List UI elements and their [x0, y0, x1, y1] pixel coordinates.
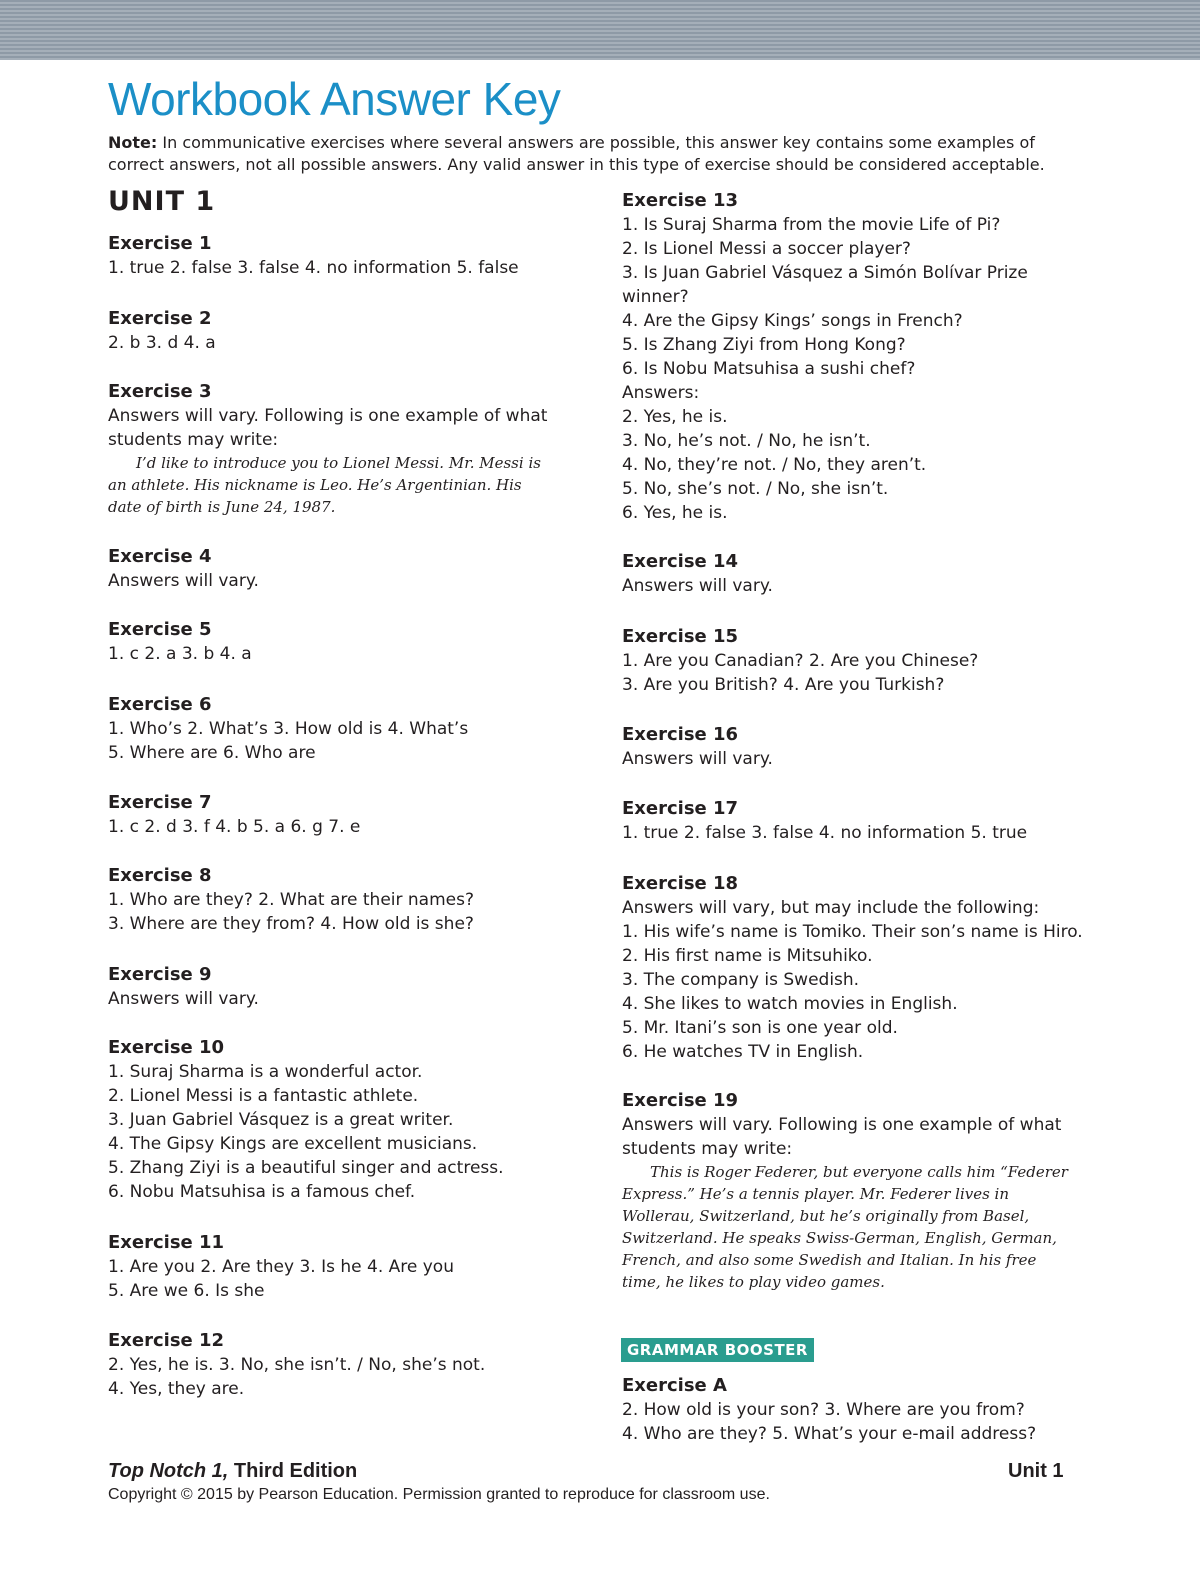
exercise-line: 4. Who are they? 5. What’s your e-mail address?: [622, 1424, 1037, 1444]
exercise-line: 1. c 2. a 3. b 4. a: [108, 644, 252, 664]
exercise-block: [108, 618, 252, 666]
exercise-line: Answers will vary.: [108, 571, 259, 591]
exercise-line: Answers will vary.: [622, 576, 773, 596]
exercise-line: 1. Suraj Sharma is a wonderful actor.: [108, 1062, 423, 1082]
exercise-line: 2. Yes, he is. 3. No, she isn’t. / No, she’s not.: [108, 1355, 486, 1375]
exercise-line: Answers will vary.: [108, 989, 259, 1009]
footer-edition: Third Edition: [228, 1460, 358, 1482]
exercise-line: 5. No, she’s not. / No, she isn’t.: [622, 479, 889, 499]
exercise-line: 5. Are we 6. Is she: [108, 1281, 265, 1301]
exercise-line: 3. The company is Swedish.: [622, 970, 860, 990]
exercise-title: Exercise A: [622, 1375, 727, 1396]
exercise-line: Answers will vary. Following is one example of what: [108, 406, 548, 426]
exercise-block: [108, 963, 259, 1011]
exercise-line: Answers will vary. Following is one example of what: [622, 1115, 1062, 1135]
exercise-line: 1. Who’s 2. What’s 3. How old is 4. What’s: [108, 719, 469, 739]
exercise-line: 1. c 2. d 3. f 4. b 5. a 6. g 7. e: [108, 817, 361, 837]
exercise-line: 2. b 3. d 4. a: [108, 333, 216, 353]
exercise-line: Answers will vary.: [622, 749, 773, 769]
exercise-line: 4. The Gipsy Kings are excellent musicians.: [108, 1134, 478, 1154]
handwritten-sample-line: This is Roger Federer, but everyone calls him “Federer: [650, 1163, 1068, 1181]
exercise-title: Exercise 4: [108, 546, 212, 567]
exercise-line: 1. true 2. false 3. false 4. no information 5. false: [108, 258, 519, 278]
exercise-line: 5. Mr. Itani’s son is one year old.: [622, 1018, 898, 1038]
grammar-booster-badge: GRAMMAR BOOSTER: [621, 1338, 814, 1362]
exercise-title: Exercise 6: [108, 694, 212, 715]
exercise-line: 5. Where are 6. Who are: [108, 743, 316, 763]
note-label: Note:: [108, 133, 158, 152]
exercise-title: Exercise 18: [622, 873, 739, 894]
exercise-title: Exercise 17: [622, 798, 739, 819]
exercise-title: Exercise 12: [108, 1330, 225, 1351]
exercise-line: Answers:: [622, 383, 700, 403]
exercise-block: [108, 232, 519, 280]
exercise-title: Exercise 19: [622, 1090, 739, 1111]
exercise-block: [108, 1036, 504, 1204]
exercise-line: 6. Is Nobu Matsuhisa a sushi chef?: [622, 359, 916, 379]
handwritten-sample-line: French, and also some Swedish and Italian. In his free: [622, 1251, 1037, 1269]
handwritten-sample-line: Wollerau, Switzerland, but he’s originally from Basel,: [622, 1207, 1030, 1225]
footer-book-name: Top Notch 1,: [108, 1460, 229, 1482]
exercise-title: Exercise 10: [108, 1037, 225, 1058]
exercise-title: Exercise 3: [108, 381, 212, 402]
exercise-line: 6. Nobu Matsuhisa is a famous chef.: [108, 1182, 416, 1202]
exercise-block: [108, 545, 259, 593]
footer-unit: Unit 1: [1008, 1460, 1064, 1482]
exercise-title: Exercise 16: [622, 724, 739, 745]
exercise-line: students may write:: [622, 1139, 793, 1159]
exercise-line: winner?: [622, 287, 689, 307]
handwritten-sample-line: Express.” He’s a tennis player. Mr. Federer lives in: [622, 1185, 1010, 1203]
exercise-line: 1. Is Suraj Sharma from the movie Life of Pi?: [622, 215, 1001, 235]
exercise-title: Exercise 14: [622, 551, 739, 572]
exercise-title: Exercise 1: [108, 233, 212, 254]
exercise-line: 3. Are you British? 4. Are you Turkish?: [622, 675, 945, 695]
exercise-title: Exercise 8: [108, 865, 212, 886]
handwritten-sample-line: Switzerland. He speaks Swiss-German, English, German,: [622, 1229, 1057, 1247]
exercise-block: [622, 189, 1028, 525]
exercise-line: 1. true 2. false 3. false 4. no information 5. true: [622, 823, 1028, 843]
exercise-block: [622, 550, 773, 598]
exercise-title: Exercise 9: [108, 964, 212, 985]
exercise-line: 5. Zhang Ziyi is a beautiful singer and actress.: [108, 1158, 504, 1178]
exercise-line: 3. Where are they from? 4. How old is she?: [108, 914, 474, 934]
exercise-title: Exercise 13: [622, 190, 739, 211]
exercise-line: Answers will vary, but may include the following:: [622, 898, 1040, 918]
exercise-line: 4. No, they’re not. / No, they aren’t.: [622, 455, 927, 475]
exercise-line: 1. His wife’s name is Tomiko. Their son’s name is Hiro.: [622, 922, 1083, 942]
handwritten-sample-line: I’d like to introduce you to Lionel Messi. Mr. Messi is: [136, 454, 541, 472]
exercise-block: [108, 380, 547, 518]
exercise-title: Exercise 7: [108, 792, 212, 813]
unit-heading: UNIT 1: [108, 186, 216, 217]
exercise-line: 2. How old is your son? 3. Where are you from?: [622, 1400, 1025, 1420]
exercise-line: 6. He watches TV in English.: [622, 1042, 864, 1062]
page-title: Workbook Answer Key: [108, 73, 561, 125]
exercise-line: students may write:: [108, 430, 279, 450]
exercise-block: [108, 307, 216, 355]
exercise-line: 1. Are you 2. Are they 3. Is he 4. Are you: [108, 1257, 454, 1277]
exercise-line: 3. Juan Gabriel Vásquez is a great writer.: [108, 1110, 454, 1130]
exercise-block: [622, 797, 1027, 845]
grammar-booster-exercise: [622, 1374, 1036, 1446]
exercise-title: Exercise 15: [622, 626, 739, 647]
exercise-block: [108, 791, 360, 839]
exercise-block: [622, 1089, 1068, 1293]
exercise-line: 2. Lionel Messi is a fantastic athlete.: [108, 1086, 419, 1106]
note-paragraph: [108, 132, 1068, 176]
exercise-line: 2. Is Lionel Messi a soccer player?: [622, 239, 911, 259]
exercise-block: [622, 625, 978, 697]
exercise-line: 2. Yes, he is.: [622, 407, 728, 427]
exercise-title: Exercise 11: [108, 1232, 225, 1253]
exercise-block: [622, 723, 773, 771]
exercise-title: Exercise 5: [108, 619, 212, 640]
exercise-line: 3. Is Juan Gabriel Vásquez a Simón Bolívar Prize: [622, 263, 1028, 283]
exercise-block: [108, 1231, 454, 1303]
exercise-block: [108, 693, 468, 765]
exercise-line: 4. She likes to watch movies in English.: [622, 994, 958, 1014]
exercise-line: 4. Are the Gipsy Kings’ songs in French?: [622, 311, 963, 331]
handwritten-sample-line: date of birth is June 24, 1987.: [108, 498, 336, 516]
exercise-line: 2. His first name is Mitsuhiko.: [622, 946, 873, 966]
note-text: In communicative exercises where several answers are possible, this answer key contains some examples of correct answers, not all possible answers. Any valid answer in this type of exercise should be considered acceptable.: [108, 133, 1045, 174]
exercise-line: 3. No, he’s not. / No, he isn’t.: [622, 431, 871, 451]
exercise-line: 4. Yes, they are.: [108, 1379, 245, 1399]
exercise-block: [108, 1329, 485, 1401]
exercise-line: 5. Is Zhang Ziyi from Hong Kong?: [622, 335, 906, 355]
exercise-line: 6. Yes, he is.: [622, 503, 728, 523]
exercise-title: Exercise 2: [108, 308, 212, 329]
exercise-block: [108, 864, 474, 936]
exercise-line: 1. Who are they? 2. What are their names?: [108, 890, 474, 910]
exercise-block: [622, 872, 1083, 1064]
footer-book-title: [108, 1460, 357, 1483]
exercise-line: 1. Are you Canadian? 2. Are you Chinese?: [622, 651, 979, 671]
handwritten-sample-line: an athlete. His nickname is Leo. He’s Argentinian. His: [108, 476, 522, 494]
handwritten-sample-line: time, he likes to play video games.: [622, 1273, 885, 1291]
top-decorative-bar: [0, 0, 1200, 60]
copyright-notice: Copyright © 2015 by Pearson Education. Permission granted to reproduce for classroom use.: [108, 1486, 770, 1503]
